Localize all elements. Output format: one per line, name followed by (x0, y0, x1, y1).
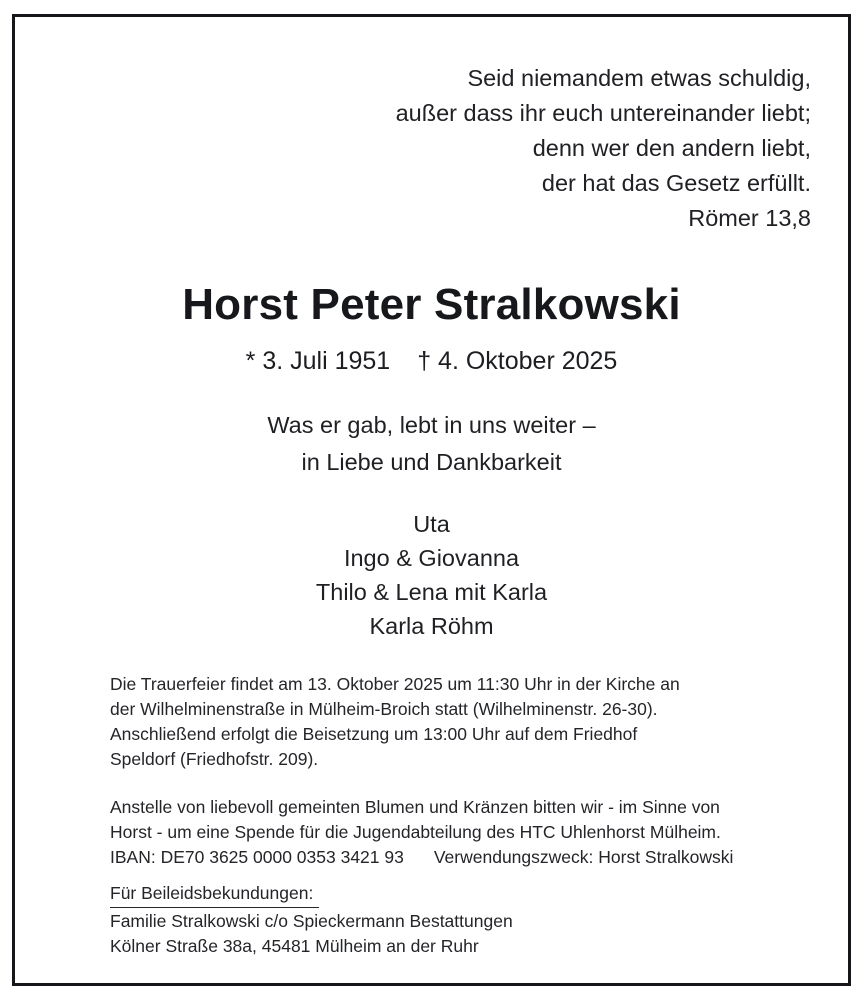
birth-date: * 3. Juli 1951 (245, 347, 391, 375)
condolence-line: Kölner Straße 38a, 45481 Mülheim an der Ruhr (110, 936, 479, 956)
condolence-line: Familie Stralkowski c/o Spieckermann Bestattungen (110, 911, 513, 931)
scripture-quote (396, 61, 811, 236)
service-line: Speldorf (Friedhofstr. 209). (110, 749, 319, 769)
donation-line: Anstelle von liebevoll gemeinten Blumen und Kränzen bitten wir - im Sinne von (110, 797, 720, 817)
death-date: † 4. Oktober 2025 (417, 347, 618, 375)
mourner-name: Uta (413, 511, 450, 537)
iban-line (110, 845, 733, 870)
mourner-name: Ingo & Giovanna (343, 545, 520, 571)
memorial-motto (15, 407, 848, 481)
payment-purpose: Verwendungszweck: Horst Stralkowski (433, 847, 734, 867)
motto-line: Was er gab, lebt in uns weiter – (267, 412, 596, 438)
border-frame (12, 14, 851, 986)
deceased-name: Horst Peter Stralkowski (182, 280, 681, 329)
funeral-service-info (110, 672, 680, 772)
quote-line: außer dass ihr euch untereinander liebt; (395, 100, 811, 126)
quote-line: der hat das Gesetz erfüllt. (541, 170, 811, 196)
condolence-contact (110, 881, 513, 959)
motto-line: in Liebe und Dankbarkeit (301, 449, 562, 475)
donation-info (110, 795, 733, 870)
mourner-name: Karla Röhm (369, 613, 494, 639)
mourner-name: Thilo & Lena mit Karla (315, 579, 548, 605)
donation-line: Horst - um eine Spende für die Jugendabteilung des HTC Uhlenhorst Mülheim. (110, 822, 721, 842)
service-line: Anschließend erfolgt die Beisetzung um 13:00 Uhr auf dem Friedhof (110, 724, 638, 744)
life-dates (15, 346, 848, 377)
mourners-list (15, 507, 848, 643)
service-line: Die Trauerfeier findet am 13. Oktober 2025 um 11:30 Uhr in der Kirche an (110, 674, 680, 694)
iban-number: IBAN: DE70 3625 0000 0353 3421 93 (110, 847, 404, 867)
service-line: der Wilhelminenstraße in Mülheim-Broich statt (Wilhelminenstr. 26-30). (110, 699, 658, 719)
condolence-heading: Für Beileidsbekundungen: (110, 881, 319, 908)
quote-line: denn wer den andern liebt, (532, 135, 811, 161)
quote-source: Römer 13,8 (688, 205, 811, 231)
quote-line: Seid niemandem etwas schuldig, (467, 65, 811, 91)
